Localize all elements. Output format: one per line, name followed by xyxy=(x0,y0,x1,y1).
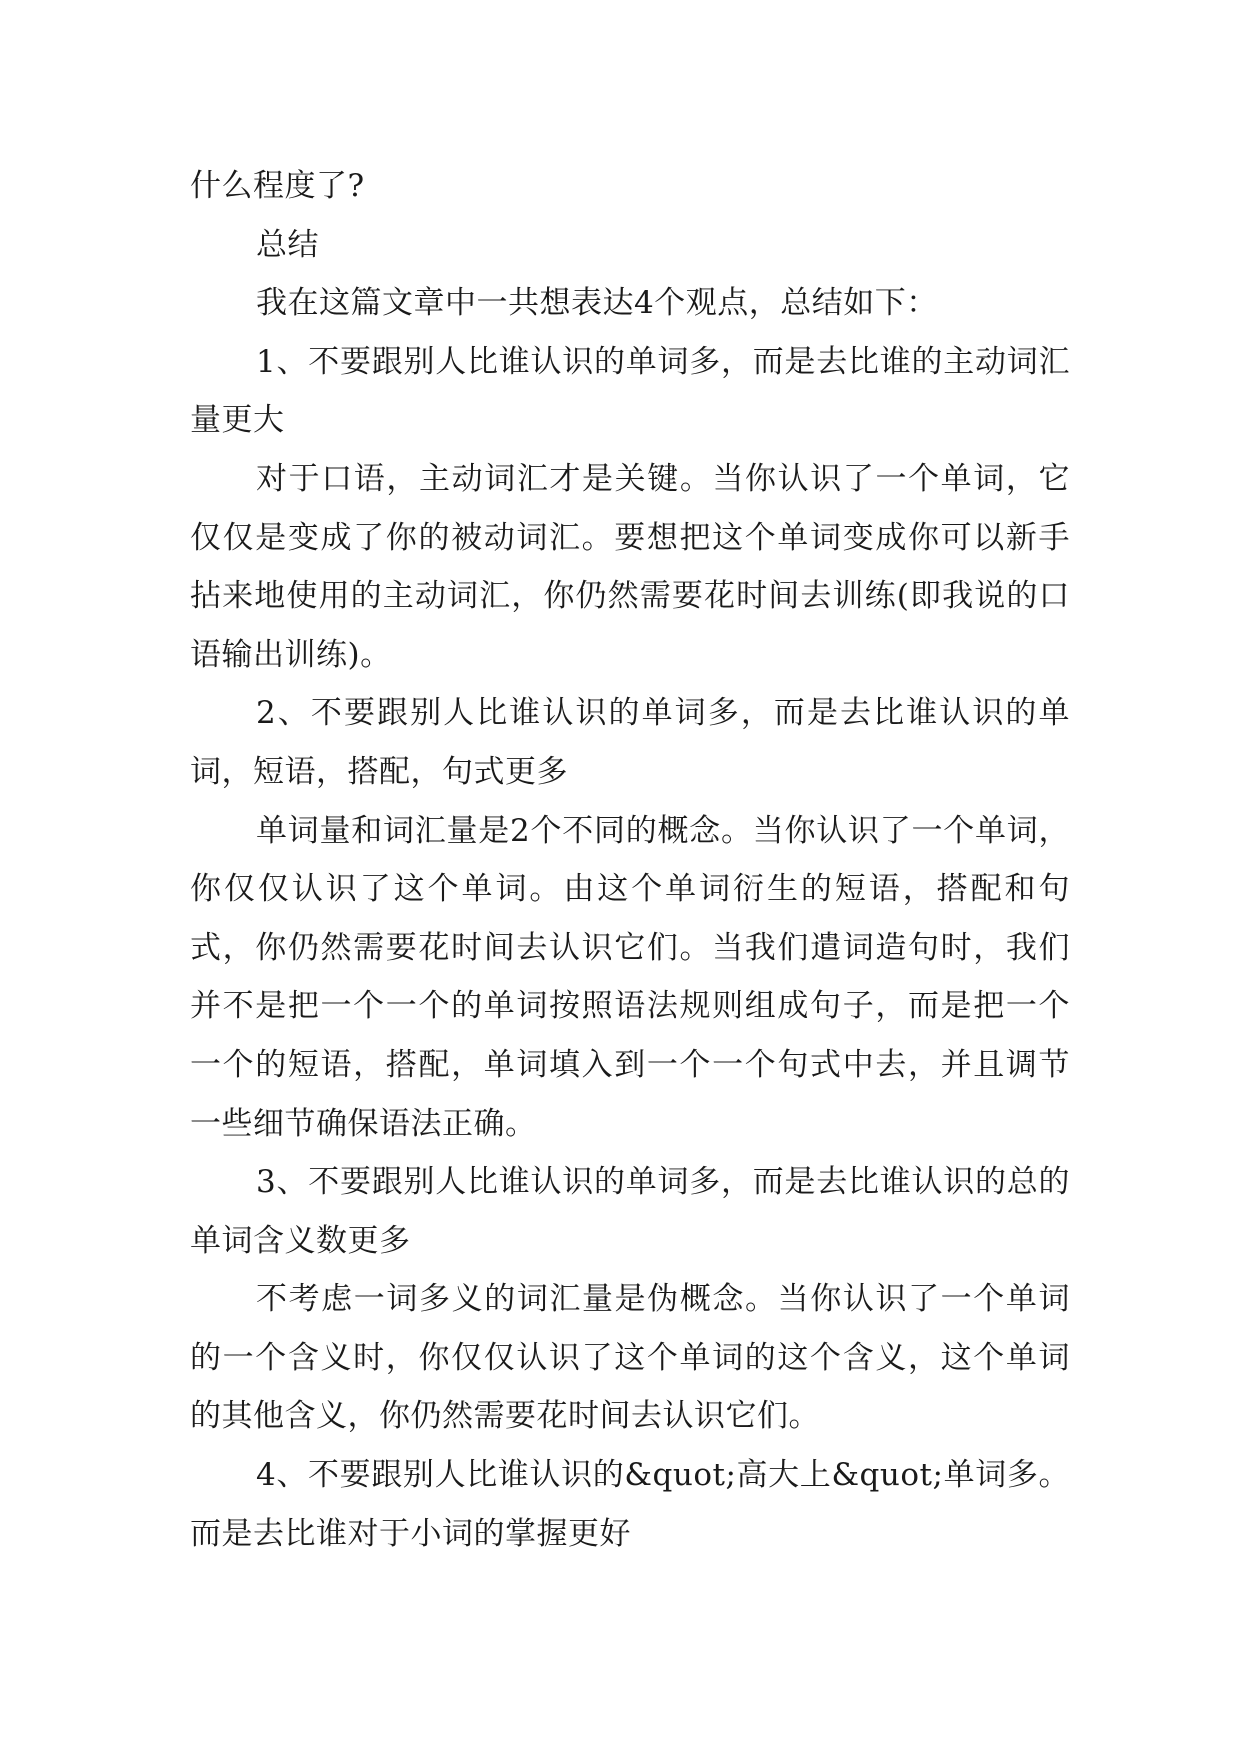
point-1-heading: 1、不要跟别人比谁认识的单词多，而是去比谁的主动词汇量更大 xyxy=(190,343,1070,439)
point-2-body: 单词量和词汇量是2个不同的概念。当你认识了一个单词，你仅仅认识了这个单词。由这个单词衍生的短语，搭配和句式，你仍然需要花时间去认识它们。当我们遣词造句时，我们并不是把一个一个的单词按照语法规则组成句子，而是把一个一个的短语，搭配，单词填入到一个一个句式中去，并且调节一些细节确保语法正确。 xyxy=(190,812,1070,1142)
point-3-body: 不考虑一词多义的词汇量是伪概念。当你认识了一个单词的一个含义时，你仅仅认识了这个单词的这个含义，这个单词的其他含义，你仍然需要花时间去认识它们。 xyxy=(190,1281,1070,1435)
paragraph-continuation: 什么程度了? xyxy=(190,168,365,204)
point-4-heading: 4、不要跟别人比谁认识的&quot;高大上&quot;单词多。而是去比谁对于小词的掌握更好 xyxy=(190,1457,1070,1552)
paragraph-intro: 我在这篇文章中一共想表达4个观点，总结如下： xyxy=(256,285,938,322)
document-body xyxy=(190,157,1070,1563)
section-heading-summary: 总结 xyxy=(256,226,319,263)
point-1-body: 对于口语，主动词汇才是关键。当你认识了一个单词，它仅仅是变成了你的被动词汇。要想把这个单词变成你可以新手拈来地使用的主动词汇，你仍然需要花时间去训练(即我说的口语输出训练)。 xyxy=(190,460,1070,673)
point-2-heading: 2、不要跟别人比谁认识的单词多，而是去比谁认识的单词，短语，搭配，句式更多 xyxy=(190,695,1070,790)
point-3-heading: 3、不要跟别人比谁认识的单词多，而是去比谁认识的总的单词含义数更多 xyxy=(190,1164,1070,1259)
